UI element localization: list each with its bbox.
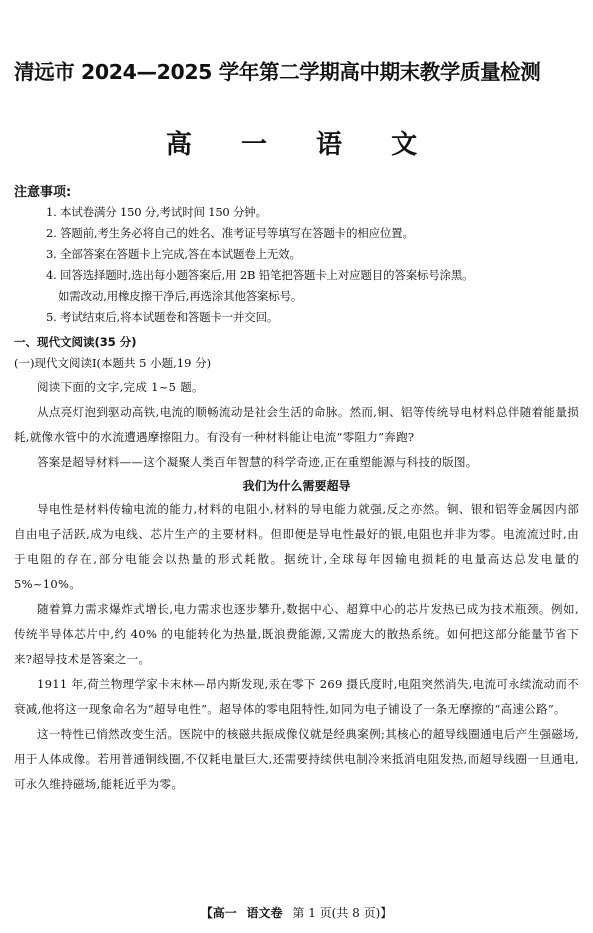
article-paragraph: 随着算力需求爆炸式增长,电力需求也逐步攀升,数据中心、超算中心的芯片发热已成为技术瓶颈。例如,传统半导体芯片中,约 40% 的电能转化为热量,既浪费能源,又需庞大的散热系统。如何把这部分能量节省下来?超导技术是答案之一。	[14, 602, 579, 666]
article-paragraph: 导电性是材料传输电流的能力,材料的电阻小,材料的导电能力就强,反之亦然。铜、银和铝等金属因内部自由电子活跃,成为电线、芯片生产的主要材料。但即便是导电性最好的银,电阻也并非为零。电流流过时,由于电阻的存在,部分电能会以热量的形式耗散。据统计,全球每年因输电损耗的电量高达总发电量的 5%~10%。	[14, 502, 579, 591]
footer-grade: 【高一	[200, 906, 237, 920]
notice-item: 1. 本试卷满分 150 分,考试时间 150 分钟。	[46, 205, 267, 219]
article-paragraph: 1911 年,荷兰物理学家卡末林—昂内斯发现,汞在零下 269 摄氏度时,电阻突然消失,电流可永续流动而不衰减,他将这一现象命名为“超导电性”。超导体的零电阻特性,如同为电子铺设了一条无摩擦的“高速公路”。	[14, 677, 579, 716]
intro-paragraph: 从点亮灯泡到驱动高铁,电流的顺畅流动是社会生活的命脉。然而,铜、铝等传统导电材料总伴随着能量损耗,就像水管中的水流遭遇摩擦阻力。有没有一种材料能让电流“零阻力”奔跑?	[14, 405, 579, 444]
page-footer	[0, 904, 593, 922]
notice-list	[46, 202, 586, 328]
exam-title: 清远市 2024—2025 学年第二学期高中期末教学质量检测	[14, 60, 541, 84]
subsection-heading: (一)现代文阅读Ⅰ(本题共 5 小题,19 分)	[14, 356, 212, 370]
reading-passage	[14, 375, 579, 797]
notice-item: 3. 全部答案在答题卡上完成,答在本试题卷上无效。	[46, 247, 301, 261]
notice-item: 5. 考试结束后,将本试题卷和答题卡一并交回。	[46, 310, 279, 324]
instruction-text: 阅读下面的文字,完成 1~5 题。	[37, 380, 204, 394]
intro-paragraph: 答案是超导材料——这个凝聚人类百年智慧的科学奇迹,正在重塑能源与科技的版图。	[37, 455, 478, 469]
subject-title: 高 一 语 文	[165, 130, 438, 160]
section-heading: 一、现代文阅读(35 分)	[14, 335, 137, 349]
footer-page-info: 第 1 页(共 8 页)】	[292, 906, 393, 920]
notice-item: 2. 答题前,考生务必将自己的姓名、准考证号等填写在答题卡的相应位置。	[46, 226, 414, 240]
footer-paper: 语文卷	[246, 906, 283, 920]
notice-item: 4. 回答选择题时,选出每小题答案后,用 2B 铅笔把答题卡上对应题目的答案标号涂黑。	[46, 268, 474, 282]
notice-heading: 注意事项:	[14, 185, 72, 200]
article-title: 我们为什么需要超导	[242, 479, 351, 493]
article-paragraph: 这一特性已悄然改变生活。医院中的核磁共振成像仪就是经典案例;其核心的超导线圈通电后产生强磁场,用于人体成像。若用普通铜线圈,不仅耗电量巨大,还需要持续供电制冷来抵消电阻发热,而超导线圈一旦通电,可永久维持磁场,能耗近乎为零。	[14, 727, 579, 791]
notice-item-continuation: 如需改动,用橡皮擦干净后,再选涂其他答案标号。	[58, 289, 303, 303]
